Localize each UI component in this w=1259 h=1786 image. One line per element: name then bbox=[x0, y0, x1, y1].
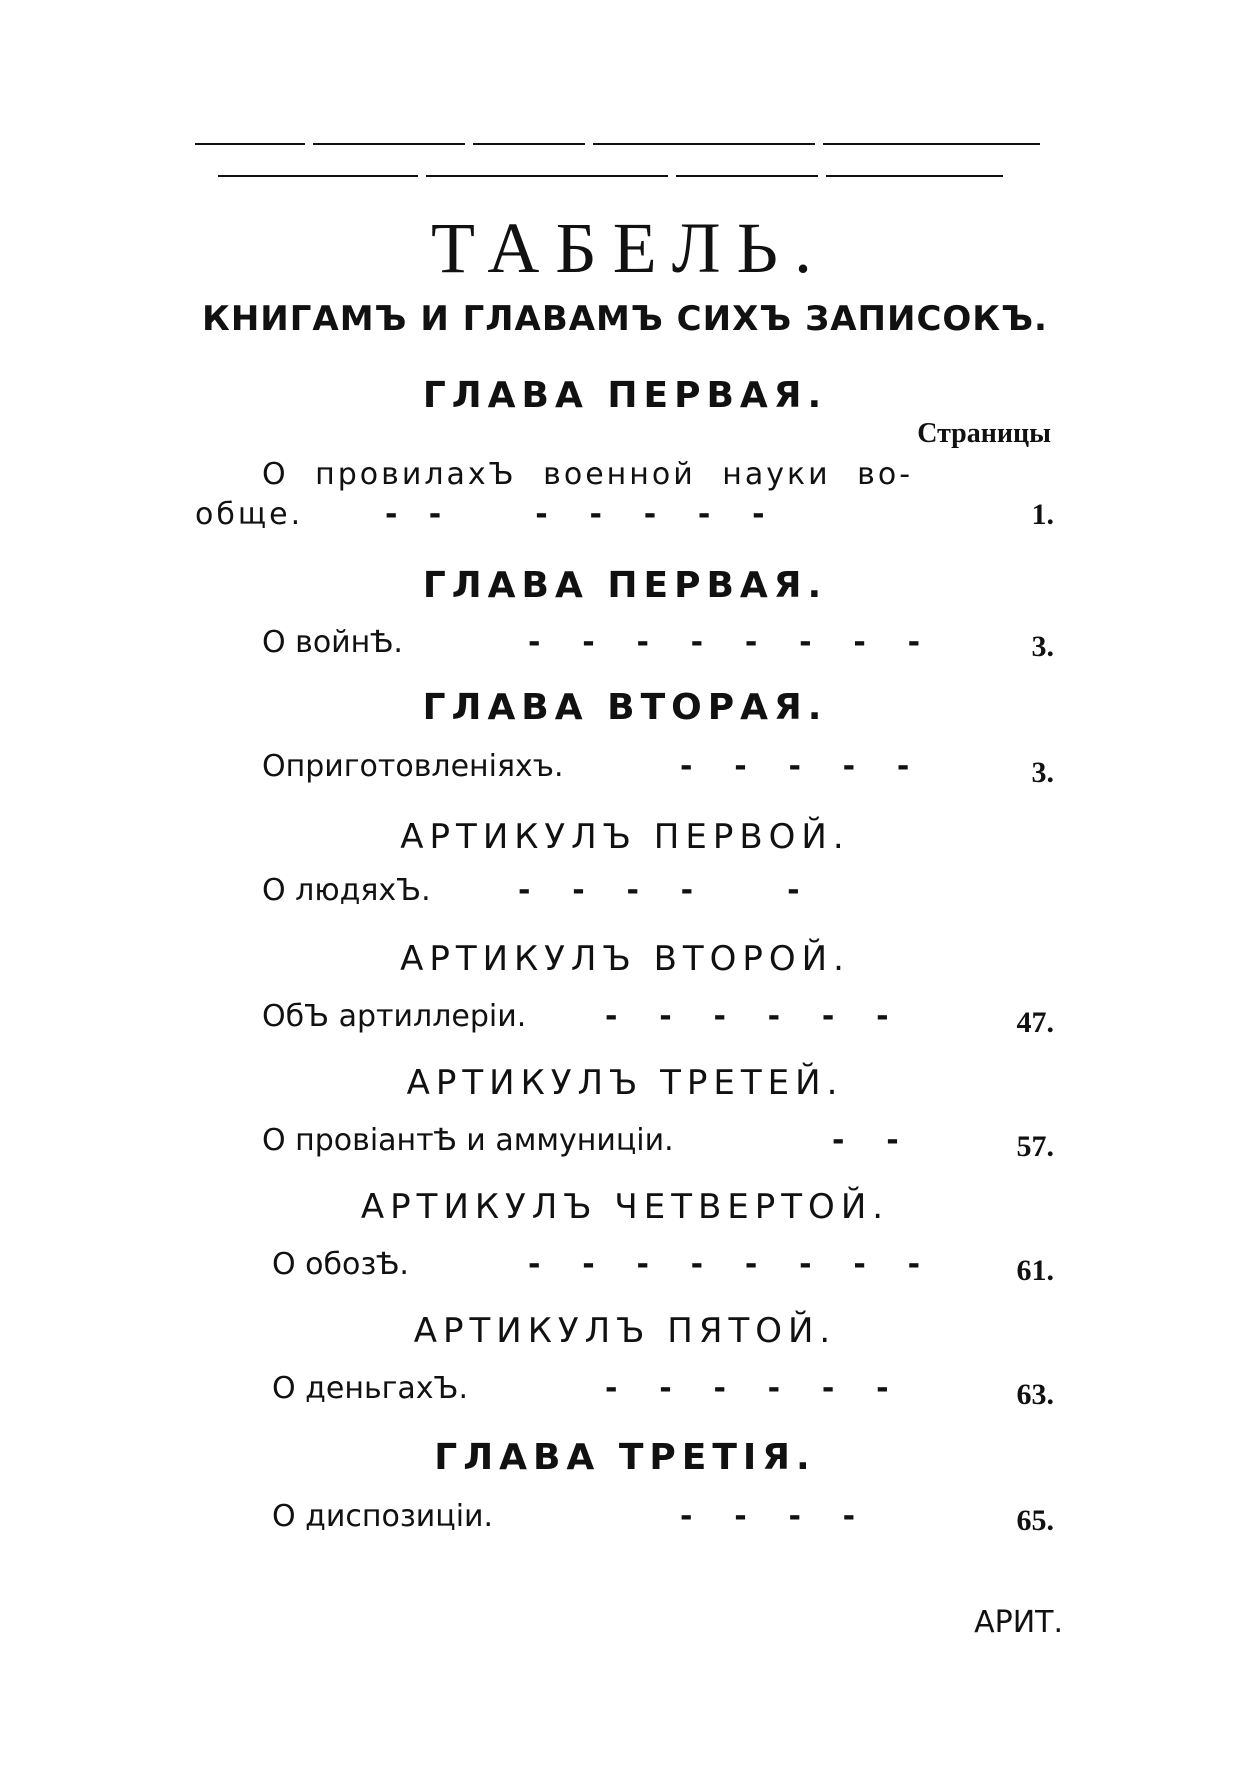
toc-entry-text: О провіантѢ и аммуниціи. bbox=[262, 1123, 674, 1158]
article-heading: АРТИКУЛЪ ВТОРОЙ. bbox=[400, 939, 850, 979]
top-double-rule bbox=[195, 143, 1040, 145]
toc-entry-text: О войнѢ. bbox=[262, 625, 403, 660]
toc-entry-text: О провилахЪ военной науки во- bbox=[262, 457, 914, 492]
toc-entry-text: О людяхЪ. bbox=[262, 873, 431, 908]
page-number: 47. bbox=[1016, 1006, 1054, 1039]
toc-entry-text: ОбЪ артиллеріи. bbox=[262, 999, 527, 1034]
article-heading: АРТИКУЛЪ ТРЕТЕЙ. bbox=[406, 1063, 844, 1103]
dot-leader: - - - - - bbox=[680, 749, 910, 784]
dot-leader: - - - - - - bbox=[605, 1371, 889, 1406]
article-heading: АРТИКУЛЪ ПЕРВОЙ. bbox=[400, 817, 850, 857]
page-number: 3. bbox=[1031, 630, 1054, 663]
dot-leader: - - - - - - - bbox=[385, 497, 765, 532]
chapter-heading: ГЛАВА ВТОРАЯ. bbox=[422, 687, 828, 728]
page-subtitle: КНИГАМЪ И ГЛАВАМЪ СИХЪ ЗАПИСОКЪ. bbox=[202, 299, 1048, 339]
catchword: АРИТ. bbox=[974, 1605, 1063, 1640]
chapter-heading: ГЛАВА ПЕРВАЯ. bbox=[422, 565, 828, 606]
toc-entry-text: О диспозиціи. bbox=[272, 1499, 494, 1534]
chapter-heading: ГЛАВА ПЕРВАЯ. bbox=[422, 375, 828, 416]
dot-leader: - - - - - - - - bbox=[528, 625, 921, 660]
page-number: 1. bbox=[1031, 498, 1054, 531]
page-number: 61. bbox=[1016, 1254, 1054, 1287]
dot-leader: - - - - - - bbox=[605, 999, 889, 1034]
toc-entry-text-continued: обще. bbox=[195, 497, 304, 532]
dot-leader: - - - - - - - - bbox=[528, 1247, 921, 1282]
page-number: 57. bbox=[1016, 1130, 1054, 1163]
page-title: ТАБЕЛЬ. bbox=[431, 208, 828, 288]
dot-leader: - - bbox=[832, 1123, 899, 1158]
toc-entry-text: О обозѢ. bbox=[272, 1247, 409, 1282]
page-number: 65. bbox=[1016, 1504, 1054, 1537]
article-heading: АРТИКУЛЪ ЧЕТВЕРТОЙ. bbox=[360, 1187, 890, 1227]
bottom-double-rule bbox=[218, 175, 1003, 177]
pages-column-label: Страницы bbox=[917, 418, 1051, 449]
page-number: 63. bbox=[1016, 1378, 1054, 1411]
toc-entry-text: Оприготовленіяхъ. bbox=[262, 749, 564, 784]
chapter-heading: ГЛАВА ТРЕТІЯ. bbox=[434, 1437, 816, 1478]
dot-leader: - - - - - bbox=[518, 873, 800, 908]
page-number: 3. bbox=[1031, 756, 1054, 789]
article-heading: АРТИКУЛЪ ПЯТОЙ. bbox=[413, 1311, 837, 1351]
toc-entry-text: О деньгахЪ. bbox=[272, 1371, 469, 1406]
dot-leader: - - - - bbox=[680, 1499, 856, 1534]
